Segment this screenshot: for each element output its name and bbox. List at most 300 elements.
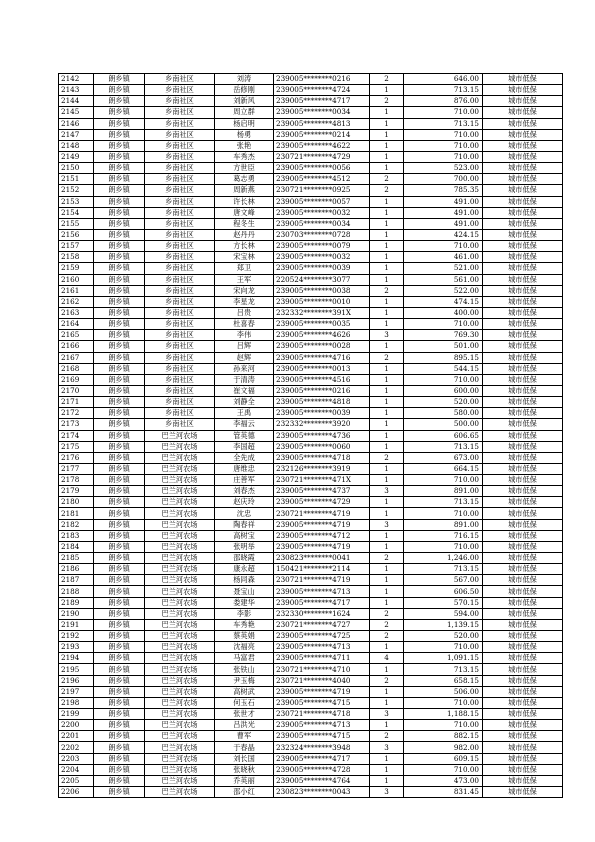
town-cell: 朗乡镇 xyxy=(94,541,145,552)
household-size-cell: 2 xyxy=(370,185,404,196)
id-number-cell: 239005********4713 xyxy=(274,642,370,653)
household-size-cell: 1 xyxy=(370,263,404,274)
id-number-cell: 239005********0034 xyxy=(274,218,370,229)
id-number-cell: 239005********0039 xyxy=(274,263,370,274)
town-cell: 朗乡镇 xyxy=(94,486,145,497)
amount-cell: 713.15 xyxy=(404,664,483,675)
amount-cell: 491.00 xyxy=(404,207,483,218)
name-cell: 尹玉梅 xyxy=(215,675,274,686)
table-row xyxy=(59,140,563,151)
assistance-type-cell: 城市低保 xyxy=(483,352,563,363)
community-cell: 乡南社区 xyxy=(145,374,215,385)
household-size-cell: 2 xyxy=(370,452,404,463)
town-cell: 朗乡镇 xyxy=(94,441,145,452)
table-row xyxy=(59,352,563,363)
row-number-cell: 2179 xyxy=(59,486,94,497)
household-size-cell: 1 xyxy=(370,419,404,430)
community-cell: 乡南社区 xyxy=(145,397,215,408)
name-cell: 李国超 xyxy=(215,441,274,452)
amount-cell: 710.00 xyxy=(404,508,483,519)
town-cell: 朗乡镇 xyxy=(94,530,145,541)
household-size-cell: 1 xyxy=(370,686,404,697)
town-cell: 朗乡镇 xyxy=(94,140,145,151)
community-cell: 巴兰河农场 xyxy=(145,631,215,642)
household-size-cell: 1 xyxy=(370,430,404,441)
household-size-cell: 2 xyxy=(370,631,404,642)
table-row xyxy=(59,274,563,285)
town-cell: 朗乡镇 xyxy=(94,720,145,731)
community-cell: 乡南社区 xyxy=(145,96,215,107)
row-number-cell: 2164 xyxy=(59,319,94,330)
name-cell: 沈忠 xyxy=(215,508,274,519)
household-size-cell: 1 xyxy=(370,397,404,408)
amount-cell: 600.00 xyxy=(404,385,483,396)
row-number-cell: 2155 xyxy=(59,218,94,229)
household-size-cell: 2 xyxy=(370,608,404,619)
assistance-type-cell: 城市低保 xyxy=(483,263,563,274)
row-number-cell: 2193 xyxy=(59,642,94,653)
amount-cell: 646.00 xyxy=(404,74,483,85)
name-cell: 张铁山 xyxy=(215,664,274,675)
amount-cell: 506.00 xyxy=(404,686,483,697)
id-number-cell: 239005********4813 xyxy=(274,118,370,129)
amount-cell: 544.15 xyxy=(404,363,483,374)
amount-cell: 1,188.15 xyxy=(404,709,483,720)
amount-cell: 710.00 xyxy=(404,642,483,653)
town-cell: 朗乡镇 xyxy=(94,218,145,229)
town-cell: 朗乡镇 xyxy=(94,341,145,352)
beneficiary-table xyxy=(58,73,563,798)
row-number-cell: 2183 xyxy=(59,530,94,541)
table-row xyxy=(59,530,563,541)
community-cell: 巴兰河农场 xyxy=(145,441,215,452)
id-number-cell: 239005********4626 xyxy=(274,330,370,341)
name-cell: 张艳 xyxy=(215,140,274,151)
assistance-type-cell: 城市低保 xyxy=(483,374,563,385)
id-number-cell: 230721********0925 xyxy=(274,185,370,196)
town-cell: 朗乡镇 xyxy=(94,709,145,720)
amount-cell: 658.15 xyxy=(404,675,483,686)
row-number-cell: 2144 xyxy=(59,96,94,107)
community-cell: 乡南社区 xyxy=(145,274,215,285)
id-number-cell: 239005********4717 xyxy=(274,753,370,764)
row-number-cell: 2185 xyxy=(59,553,94,564)
row-number-cell: 2169 xyxy=(59,374,94,385)
household-size-cell: 1 xyxy=(370,140,404,151)
row-number-cell: 2187 xyxy=(59,575,94,586)
assistance-type-cell: 城市低保 xyxy=(483,218,563,229)
community-cell: 巴兰河农场 xyxy=(145,731,215,742)
table-row xyxy=(59,218,563,229)
row-number-cell: 2188 xyxy=(59,586,94,597)
assistance-type-cell: 城市低保 xyxy=(483,764,563,775)
row-number-cell: 2182 xyxy=(59,519,94,530)
name-cell: 方世臣 xyxy=(215,163,274,174)
assistance-type-cell: 城市低保 xyxy=(483,675,563,686)
amount-cell: 501.00 xyxy=(404,341,483,352)
id-number-cell: 239005********4737 xyxy=(274,486,370,497)
town-cell: 朗乡镇 xyxy=(94,519,145,530)
row-number-cell: 2172 xyxy=(59,408,94,419)
town-cell: 朗乡镇 xyxy=(94,642,145,653)
row-number-cell: 2147 xyxy=(59,129,94,140)
household-size-cell: 1 xyxy=(370,541,404,552)
row-number-cell: 2184 xyxy=(59,541,94,552)
town-cell: 朗乡镇 xyxy=(94,241,145,252)
household-size-cell: 1 xyxy=(370,508,404,519)
table-row xyxy=(59,341,563,352)
community-cell: 乡南社区 xyxy=(145,307,215,318)
town-cell: 朗乡镇 xyxy=(94,408,145,419)
name-cell: 高树武 xyxy=(215,686,274,697)
id-number-cell: 239005********4516 xyxy=(274,374,370,385)
assistance-type-cell: 城市低保 xyxy=(483,486,563,497)
assistance-type-cell: 城市低保 xyxy=(483,241,563,252)
assistance-type-cell: 城市低保 xyxy=(483,341,563,352)
id-number-cell: 239005********0060 xyxy=(274,441,370,452)
table-row xyxy=(59,664,563,675)
id-number-cell: 230721********4718 xyxy=(274,709,370,720)
id-number-cell: 239005********0056 xyxy=(274,163,370,174)
table-row xyxy=(59,720,563,731)
community-cell: 巴兰河农场 xyxy=(145,787,215,798)
community-cell: 巴兰河农场 xyxy=(145,519,215,530)
assistance-type-cell: 城市低保 xyxy=(483,575,563,586)
id-number-cell: 239005********0028 xyxy=(274,341,370,352)
row-number-cell: 2171 xyxy=(59,397,94,408)
name-cell: 马富君 xyxy=(215,653,274,664)
community-cell: 乡南社区 xyxy=(145,296,215,307)
assistance-type-cell: 城市低保 xyxy=(483,185,563,196)
id-number-cell: 232330********1624 xyxy=(274,608,370,619)
row-number-cell: 2148 xyxy=(59,140,94,151)
name-cell: 李影 xyxy=(215,608,274,619)
town-cell: 朗乡镇 xyxy=(94,397,145,408)
row-number-cell: 2175 xyxy=(59,441,94,452)
amount-cell: 491.00 xyxy=(404,218,483,229)
town-cell: 朗乡镇 xyxy=(94,252,145,263)
amount-cell: 710.00 xyxy=(404,129,483,140)
name-cell: 杨启明 xyxy=(215,118,274,129)
name-cell: 庄善军 xyxy=(215,475,274,486)
town-cell: 朗乡镇 xyxy=(94,742,145,753)
table-row xyxy=(59,508,563,519)
town-cell: 朗乡镇 xyxy=(94,430,145,441)
town-cell: 朗乡镇 xyxy=(94,118,145,129)
row-number-cell: 2142 xyxy=(59,74,94,85)
table-row xyxy=(59,374,563,385)
name-cell: 周立群 xyxy=(215,107,274,118)
id-number-cell: 239005********4715 xyxy=(274,697,370,708)
amount-cell: 570.15 xyxy=(404,597,483,608)
community-cell: 巴兰河农场 xyxy=(145,463,215,474)
assistance-type-cell: 城市低保 xyxy=(483,720,563,731)
amount-cell: 424.15 xyxy=(404,229,483,240)
table-row xyxy=(59,541,563,552)
row-number-cell: 2153 xyxy=(59,196,94,207)
amount-cell: 710.00 xyxy=(404,720,483,731)
community-cell: 巴兰河农场 xyxy=(145,430,215,441)
name-cell: 赵丹丹 xyxy=(215,229,274,240)
name-cell: 程冬生 xyxy=(215,218,274,229)
amount-cell: 891.00 xyxy=(404,486,483,497)
household-size-cell: 2 xyxy=(370,619,404,630)
name-cell: 邵晓霞 xyxy=(215,553,274,564)
community-cell: 乡南社区 xyxy=(145,341,215,352)
amount-cell: 491.00 xyxy=(404,196,483,207)
amount-cell: 891.00 xyxy=(404,519,483,530)
name-cell: 葛志勇 xyxy=(215,174,274,185)
table-row xyxy=(59,174,563,185)
id-number-cell: 239005********4764 xyxy=(274,775,370,786)
amount-cell: 606.65 xyxy=(404,430,483,441)
id-number-cell: 220524********3077 xyxy=(274,274,370,285)
id-number-cell: 239005********4719 xyxy=(274,519,370,530)
community-cell: 乡南社区 xyxy=(145,207,215,218)
name-cell: 刘长国 xyxy=(215,753,274,764)
household-size-cell: 2 xyxy=(370,731,404,742)
community-cell: 巴兰河农场 xyxy=(145,475,215,486)
assistance-type-cell: 城市低保 xyxy=(483,709,563,720)
amount-cell: 982.00 xyxy=(404,742,483,753)
name-cell: 刘静全 xyxy=(215,397,274,408)
assistance-type-cell: 城市低保 xyxy=(483,553,563,564)
household-size-cell: 1 xyxy=(370,363,404,374)
household-size-cell: 1 xyxy=(370,753,404,764)
community-cell: 乡南社区 xyxy=(145,174,215,185)
household-size-cell: 1 xyxy=(370,408,404,419)
assistance-type-cell: 城市低保 xyxy=(483,196,563,207)
id-number-cell: 230721********471X xyxy=(274,475,370,486)
household-size-cell: 1 xyxy=(370,564,404,575)
household-size-cell: 1 xyxy=(370,85,404,96)
table-row xyxy=(59,608,563,619)
community-cell: 乡南社区 xyxy=(145,85,215,96)
assistance-type-cell: 城市低保 xyxy=(483,140,563,151)
table-row xyxy=(59,107,563,118)
table-row xyxy=(59,96,563,107)
community-cell: 巴兰河农场 xyxy=(145,720,215,731)
row-number-cell: 2156 xyxy=(59,229,94,240)
table-row xyxy=(59,764,563,775)
amount-cell: 710.00 xyxy=(404,140,483,151)
town-cell: 朗乡镇 xyxy=(94,296,145,307)
amount-cell: 710.00 xyxy=(404,151,483,162)
row-number-cell: 2150 xyxy=(59,163,94,174)
id-number-cell: 232332********391X xyxy=(274,307,370,318)
assistance-type-cell: 城市低保 xyxy=(483,419,563,430)
assistance-type-cell: 城市低保 xyxy=(483,74,563,85)
assistance-type-cell: 城市低保 xyxy=(483,85,563,96)
name-cell: 周新燕 xyxy=(215,185,274,196)
row-number-cell: 2158 xyxy=(59,252,94,263)
amount-cell: 713.15 xyxy=(404,85,483,96)
community-cell: 巴兰河农场 xyxy=(145,497,215,508)
id-number-cell: 232126********3919 xyxy=(274,463,370,474)
household-size-cell: 1 xyxy=(370,296,404,307)
amount-cell: 710.00 xyxy=(404,374,483,385)
assistance-type-cell: 城市低保 xyxy=(483,107,563,118)
id-number-cell: 239005********4716 xyxy=(274,352,370,363)
table-row xyxy=(59,697,563,708)
id-number-cell: 239005********4736 xyxy=(274,430,370,441)
assistance-type-cell: 城市低保 xyxy=(483,631,563,642)
community-cell: 巴兰河农场 xyxy=(145,452,215,463)
household-size-cell: 1 xyxy=(370,274,404,285)
assistance-type-cell: 城市低保 xyxy=(483,686,563,697)
amount-cell: 521.00 xyxy=(404,263,483,274)
table-row xyxy=(59,385,563,396)
table-row xyxy=(59,686,563,697)
household-size-cell: 1 xyxy=(370,385,404,396)
assistance-type-cell: 城市低保 xyxy=(483,385,563,396)
name-cell: 管英德 xyxy=(215,430,274,441)
household-size-cell: 1 xyxy=(370,118,404,129)
amount-cell: 400.00 xyxy=(404,307,483,318)
household-size-cell: 1 xyxy=(370,307,404,318)
household-size-cell: 1 xyxy=(370,151,404,162)
community-cell: 巴兰河农场 xyxy=(145,753,215,764)
town-cell: 朗乡镇 xyxy=(94,352,145,363)
table-row xyxy=(59,252,563,263)
table-row xyxy=(59,452,563,463)
town-cell: 朗乡镇 xyxy=(94,330,145,341)
community-cell: 乡南社区 xyxy=(145,163,215,174)
row-number-cell: 2161 xyxy=(59,285,94,296)
row-number-cell: 2166 xyxy=(59,341,94,352)
name-cell: 王军 xyxy=(215,274,274,285)
community-cell: 乡南社区 xyxy=(145,263,215,274)
table-row xyxy=(59,787,563,798)
id-number-cell: 239005********0035 xyxy=(274,319,370,330)
row-number-cell: 2203 xyxy=(59,753,94,764)
row-number-cell: 2143 xyxy=(59,85,94,96)
amount-cell: 673.00 xyxy=(404,452,483,463)
amount-cell: 785.35 xyxy=(404,185,483,196)
household-size-cell: 1 xyxy=(370,775,404,786)
id-number-cell: 230823********0043 xyxy=(274,787,370,798)
name-cell: 刘春杰 xyxy=(215,486,274,497)
id-number-cell: 230721********4040 xyxy=(274,675,370,686)
assistance-type-cell: 城市低保 xyxy=(483,519,563,530)
row-number-cell: 2202 xyxy=(59,742,94,753)
town-cell: 朗乡镇 xyxy=(94,787,145,798)
assistance-type-cell: 城市低保 xyxy=(483,229,563,240)
name-cell: 李福云 xyxy=(215,419,274,430)
town-cell: 朗乡镇 xyxy=(94,586,145,597)
row-number-cell: 2205 xyxy=(59,775,94,786)
name-cell: 刘涛 xyxy=(215,74,274,85)
row-number-cell: 2154 xyxy=(59,207,94,218)
town-cell: 朗乡镇 xyxy=(94,385,145,396)
assistance-type-cell: 城市低保 xyxy=(483,296,563,307)
household-size-cell: 3 xyxy=(370,742,404,753)
name-cell: 岳修刚 xyxy=(215,85,274,96)
town-cell: 朗乡镇 xyxy=(94,463,145,474)
id-number-cell: 239005********4725 xyxy=(274,631,370,642)
town-cell: 朗乡镇 xyxy=(94,185,145,196)
id-number-cell: 239005********4717 xyxy=(274,597,370,608)
community-cell: 巴兰河农场 xyxy=(145,653,215,664)
name-cell: 邵小红 xyxy=(215,787,274,798)
town-cell: 朗乡镇 xyxy=(94,96,145,107)
name-cell: 唐文峰 xyxy=(215,207,274,218)
name-cell: 杨勇 xyxy=(215,129,274,140)
table-row xyxy=(59,775,563,786)
household-size-cell: 1 xyxy=(370,163,404,174)
town-cell: 朗乡镇 xyxy=(94,608,145,619)
assistance-type-cell: 城市低保 xyxy=(483,363,563,374)
id-number-cell: 239005********4719 xyxy=(274,686,370,697)
table-row xyxy=(59,241,563,252)
name-cell: 王禹 xyxy=(215,408,274,419)
assistance-type-cell: 城市低保 xyxy=(483,497,563,508)
id-number-cell: 239005********4717 xyxy=(274,96,370,107)
amount-cell: 520.00 xyxy=(404,397,483,408)
id-number-cell: 230703********0728 xyxy=(274,229,370,240)
table-row xyxy=(59,475,563,486)
household-size-cell: 3 xyxy=(370,787,404,798)
amount-cell: 700.00 xyxy=(404,174,483,185)
assistance-type-cell: 城市低保 xyxy=(483,207,563,218)
household-size-cell: 2 xyxy=(370,74,404,85)
row-number-cell: 2178 xyxy=(59,475,94,486)
community-cell: 巴兰河农场 xyxy=(145,697,215,708)
table-row xyxy=(59,74,563,85)
community-cell: 乡南社区 xyxy=(145,241,215,252)
name-cell: 高树宝 xyxy=(215,530,274,541)
town-cell: 朗乡镇 xyxy=(94,564,145,575)
row-number-cell: 2151 xyxy=(59,174,94,185)
household-size-cell: 1 xyxy=(370,764,404,775)
table-row xyxy=(59,709,563,720)
table-row xyxy=(59,463,563,474)
row-number-cell: 2196 xyxy=(59,675,94,686)
table-row xyxy=(59,597,563,608)
id-number-cell: 239005********4713 xyxy=(274,720,370,731)
row-number-cell: 2160 xyxy=(59,274,94,285)
community-cell: 巴兰河农场 xyxy=(145,586,215,597)
assistance-type-cell: 城市低保 xyxy=(483,174,563,185)
table-row xyxy=(59,363,563,374)
id-number-cell: 232332********3920 xyxy=(274,419,370,430)
row-number-cell: 2181 xyxy=(59,508,94,519)
assistance-type-cell: 城市低保 xyxy=(483,129,563,140)
table-row xyxy=(59,419,563,430)
name-cell: 宋宝林 xyxy=(215,252,274,263)
household-size-cell: 1 xyxy=(370,218,404,229)
row-number-cell: 2168 xyxy=(59,363,94,374)
name-cell: 娄建华 xyxy=(215,597,274,608)
name-cell: 郑卫 xyxy=(215,263,274,274)
name-cell: 许长林 xyxy=(215,196,274,207)
assistance-type-cell: 城市低保 xyxy=(483,753,563,764)
town-cell: 朗乡镇 xyxy=(94,307,145,318)
id-number-cell: 230721********4719 xyxy=(274,508,370,519)
table-row xyxy=(59,163,563,174)
amount-cell: 713.15 xyxy=(404,497,483,508)
row-number-cell: 2174 xyxy=(59,430,94,441)
town-cell: 朗乡镇 xyxy=(94,653,145,664)
id-number-cell: 239005********0057 xyxy=(274,196,370,207)
assistance-type-cell: 城市低保 xyxy=(483,642,563,653)
town-cell: 朗乡镇 xyxy=(94,107,145,118)
name-cell: 陶春祥 xyxy=(215,519,274,530)
row-number-cell: 2195 xyxy=(59,664,94,675)
id-number-cell: 239005********4729 xyxy=(274,497,370,508)
community-cell: 巴兰河农场 xyxy=(145,664,215,675)
community-cell: 乡南社区 xyxy=(145,218,215,229)
